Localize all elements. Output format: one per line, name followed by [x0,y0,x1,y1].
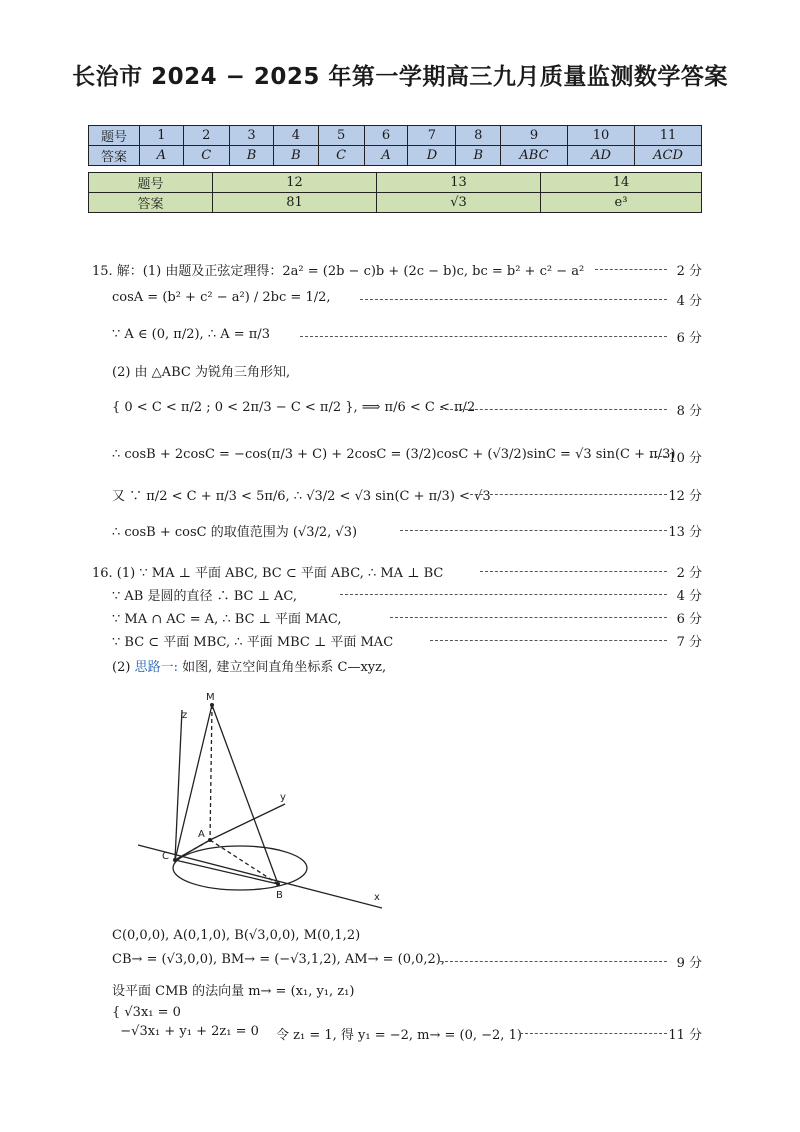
score-label: 11 分 [668,1028,702,1043]
label-C: C [162,851,169,862]
table-cell: 11 [635,126,702,146]
solution-text: cosA = (b² + c² − a²) / 2bc = 1/2, [112,290,331,305]
score-label: 9 分 [676,956,702,971]
solution-text: 设平面 CMB 的法向量 m→ = (x₁, y₁, z₁) [112,984,355,999]
table-cell: 13 [377,173,541,193]
dotted-leader [400,530,667,531]
table-cell: 81 [213,193,377,213]
solution-text: 15. 解：(1) 由题及正弦定理得：2a² = (2b − c)b + (2c − b)c, bc = b² + c² − a² [92,264,585,279]
table-header-cell: 答案 [89,193,213,213]
table-cell: 9 [501,126,568,146]
edge-MA [210,705,212,840]
table-row [89,146,702,166]
solution-text: 又 ∵ π/2 < C + π/3 < 5π/6, ∴ √3/2 < √3 sin(C + π/3) < √3 [112,489,491,504]
solution-line [0,400,800,422]
table-cell: 3 [229,126,273,146]
score-label: 12 分 [668,489,702,504]
dotted-leader [300,336,667,337]
y-axis-ext [210,804,285,840]
edge-CB [175,860,278,884]
solution-line [0,327,800,349]
solution-line [0,290,800,312]
solution-line [0,928,800,950]
page-title: 长治市 2024 − 2025 年第一学期高三九月质量监测数学答案 [72,64,728,90]
method-label: 思路一: [134,660,178,675]
solution-text: 16. (1) ∵ MA ⊥ 平面 ABC, BC ⊂ 平面 ABC, ∴ MA ⊥ BC [92,566,444,581]
solution-line [0,980,800,1002]
table-cell: ABC [501,146,568,166]
table-cell: ACD [635,146,702,166]
table-cell: 7 [408,126,456,146]
table-cell: A [140,146,184,166]
solution-line [0,562,800,584]
label-M: M [206,692,215,703]
solution-text: ∵ A ∈ (0, π/2), ∴ A = π/3 [112,327,270,342]
score-label: 6 分 [676,331,702,346]
score-label: 8 分 [676,404,702,419]
dotted-leader [650,456,667,457]
solution-text: −√3x₁ + y₁ + 2z₁ = 0 [112,1024,259,1039]
solution-text: C(0,0,0), A(0,1,0), B(√3,0,0), M(0,1,2) [112,928,361,943]
label-z: z [182,710,188,721]
table-row [89,173,702,193]
table-cell: 2 [183,126,229,146]
dotted-leader [480,571,667,572]
solution-line [0,608,800,630]
table-header-cell: 答案 [89,146,140,166]
solution-line [0,485,800,507]
solution-line [0,585,800,607]
solution-text: { 0 < C < π/2 ; 0 < 2π/3 − C < π/2 }, ⟹ π/6 < C < π/2 [112,400,476,415]
solution-text: ∵ BC ⊂ 平面 MBC, ∴ 平面 MBC ⊥ 平面 MAC [112,635,394,650]
table-cell: AD [568,146,635,166]
solution-line [0,952,800,974]
solution-text: ∴ cosB + cosC 的取值范围为 (√3/2, √3) [112,525,358,540]
solution-text: (2) 由 △ABC 为锐角三角形知, [112,365,291,380]
solution-line [0,656,800,678]
table-cell: C [318,146,364,166]
dotted-leader [430,640,667,641]
table-cell: D [408,146,456,166]
table-cell: 10 [568,126,635,146]
dotted-leader [390,617,667,618]
table-cell: e³ [541,193,702,213]
dotted-leader [440,409,667,410]
edge-CA [175,840,210,860]
solution-line [0,631,800,653]
score-label: 2 分 [676,566,702,581]
solution-line [0,1024,800,1046]
solution-text: 如图, 建立空间直角坐标系 C—xyz, [182,660,387,675]
table-cell: 8 [456,126,501,146]
table-cell: 1 [140,126,184,146]
table-row [89,193,702,213]
coordinate-figure [120,690,400,920]
score-label: 6 分 [676,612,702,627]
solution-line [0,361,800,383]
dotted-leader [440,961,667,962]
table-cell: B [456,146,501,166]
table-cell: 4 [274,126,318,146]
table-cell: 6 [364,126,408,146]
table-header-cell: 题号 [89,173,213,193]
x-axis [138,845,382,908]
solution-line [0,260,800,282]
solution-text-group [112,656,386,675]
table-cell: C [183,146,229,166]
table-cell: √3 [377,193,541,213]
table-row [89,126,702,146]
solution-text: { √3x₁ = 0 [112,1005,181,1020]
solution-text: (2) [112,660,131,675]
solution-text: ∵ MA ∩ AC = A, ∴ BC ⊥ 平面 MAC, [112,612,342,627]
score-label: 4 分 [676,589,702,604]
table-cell: 12 [213,173,377,193]
dotted-leader [520,1033,667,1034]
score-label: 10 分 [668,451,702,466]
answer-table-choice [88,125,702,166]
table-cell: B [229,146,273,166]
label-A: A [198,829,205,840]
solution-line [0,521,800,543]
label-B: B [276,890,283,901]
solution-text: 令 z₁ = 1, 得 y₁ = −2, m→ = (0, −2, 1) [276,1028,522,1043]
dotted-leader [595,269,667,270]
edge-MB [212,705,278,884]
label-y: y [280,792,286,803]
dotted-leader [470,494,667,495]
table-cell: 14 [541,173,702,193]
solution-text: ∵ AB 是圆的直径 ∴ BC ⊥ AC, [112,589,297,604]
label-x: x [374,892,380,903]
dotted-leader [360,299,667,300]
table-cell: B [274,146,318,166]
table-cell: A [364,146,408,166]
score-label: 13 分 [668,525,702,540]
score-label: 4 分 [676,294,702,309]
solution-text: ∴ cosB + 2cosC = −cos(π/3 + C) + 2cosC = (3/2)cosC + (√3/2)sinC = √3 sin(C + π/3) [112,447,676,462]
dotted-leader [340,594,667,595]
score-label: 7 分 [676,635,702,650]
answer-table-fill [88,172,702,213]
table-cell: 5 [318,126,364,146]
solution-text: CB→ = (√3,0,0), BM→ = (−√3,1,2), AM→ = (0,0,2), [112,952,445,967]
score-label: 2 分 [676,264,702,279]
solution-line [0,447,800,469]
table-header-cell: 题号 [89,126,140,146]
